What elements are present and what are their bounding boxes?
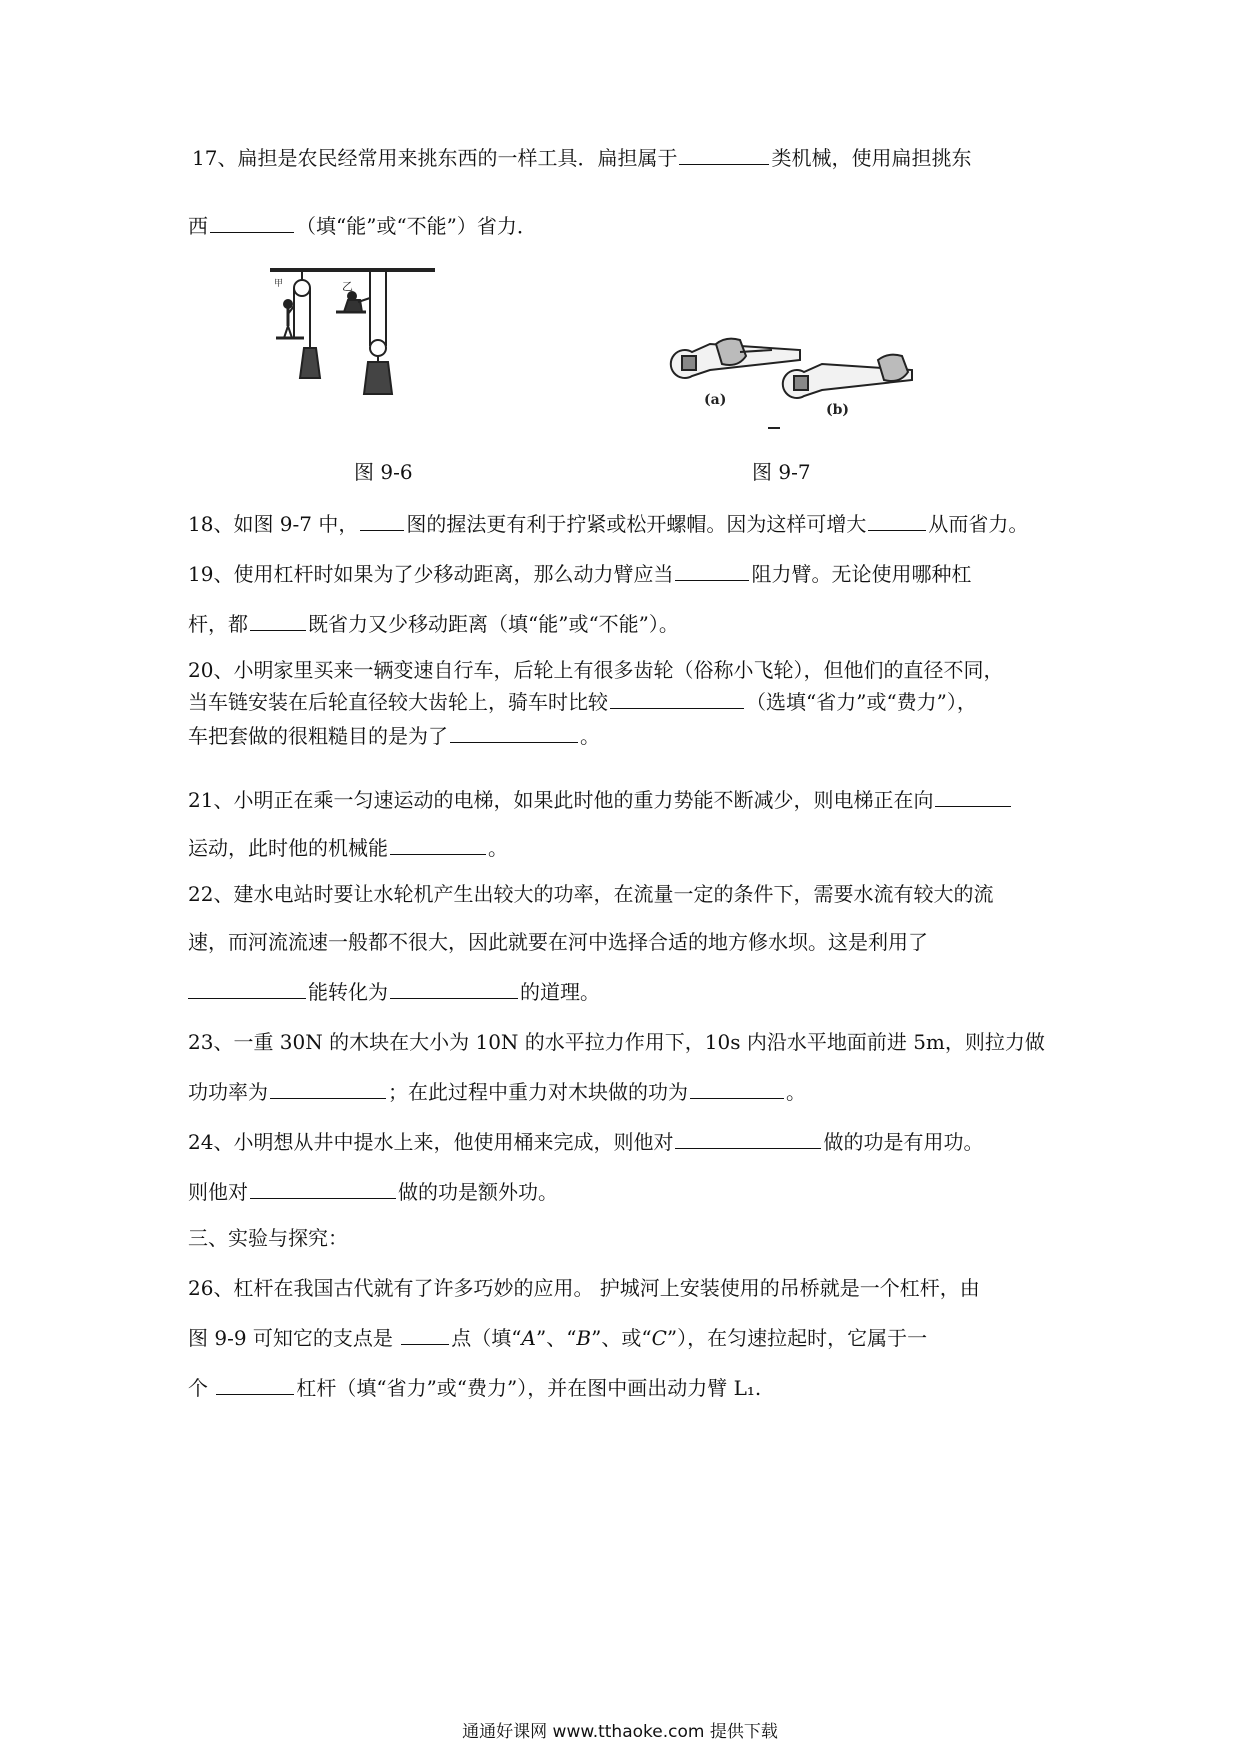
q20-blank2[interactable]	[450, 720, 578, 743]
label-yi: 乙	[342, 280, 353, 293]
q19-line2: 杆，都 既省力又少移动距离（填“能”或“不能”）。	[188, 608, 679, 638]
q21-line2: 运动，此时他的机械能 。	[188, 832, 508, 862]
q18-line: 18、如图 9-7 中， 图的握法更有利于拧紧或松开螺帽。因为这样可增大 从而省力。	[188, 508, 1028, 538]
q26-blank2[interactable]	[216, 1372, 294, 1395]
q20-line1: 20、小明家里买来一辆变速自行车，后轮上有很多齿轮（俗称小飞轮），但他们的直径不同，	[188, 658, 1004, 682]
pulley-figure-9-6	[270, 266, 440, 436]
q22-blank1[interactable]	[188, 976, 306, 999]
label-a: (a)	[704, 392, 727, 408]
q26-line2: 图 9-9 可知它的支点是 点（填“A”、“B”、或“C”），在匀速拉起时，它属于一	[188, 1322, 927, 1352]
q19-blank1[interactable]	[675, 558, 749, 581]
q21-blank2[interactable]	[390, 832, 486, 855]
q19-line1: 19、使用杠杆时如果为了少移动距离，那么动力臂应当 阻力臂。无论使用哪种杠	[188, 558, 971, 588]
label-jia: 甲	[274, 279, 284, 289]
q20-line2: 当车链安装在后轮直径较大齿轮上，骑车时比较 （选填“省力”或“费力”），	[188, 686, 977, 716]
q24-line2: 则他对 做的功是额外功。	[188, 1176, 558, 1206]
q26-line1: 26、杠杆在我国古代就有了许多巧妙的应用。 护城河上安装使用的吊桥就是一个杠杆，由	[188, 1276, 980, 1300]
footer-download-note: 通通好课网 www.tthaoke.com 提供下载	[462, 1722, 778, 1742]
q21-line1: 21、小明正在乘一匀速运动的电梯，如果此时他的重力势能不断减少，则电梯正在向	[188, 784, 1013, 814]
q22-line3: 能转化为 的道理。	[188, 976, 600, 1006]
q24-blank2[interactable]	[250, 1176, 396, 1199]
q17-blank2[interactable]	[210, 210, 294, 233]
q22-line1: 22、建水电站时要让水轮机产生出较大的功率，在流量一定的条件下，需要水流有较大的流	[188, 882, 994, 906]
q26-line3: 个 杠杆（填“省力”或“费力”），并在图中画出动力臂 L₁.	[188, 1372, 761, 1402]
q23-line1: 23、一重 30N 的木块在大小为 10N 的水平拉力作用下，10s 内沿水平地面前进 5m，则拉力做	[188, 1030, 1045, 1054]
q20-blank1[interactable]	[610, 686, 744, 709]
q22-line2: 速，而河流流速一般都不很大，因此就要在河中选择合适的地方修水坝。这是利用了	[188, 930, 928, 954]
q18-blank2[interactable]	[868, 508, 926, 531]
q26-blank1[interactable]	[401, 1322, 449, 1345]
wrench-figure-9-7	[668, 322, 948, 432]
q20-line3: 车把套做的很粗糙目的是为了 。	[188, 720, 600, 750]
q24-blank1[interactable]	[675, 1126, 821, 1149]
label-b: (b)	[826, 402, 850, 418]
q23-line2: 功功率为 ；在此过程中重力对木块做的功为 。	[188, 1076, 806, 1106]
q17-line2: 西 （填“能”或“不能”）省力．	[188, 210, 537, 240]
caption-fig-9-6: 图 9-6	[354, 460, 413, 484]
q17-line1: 17、扁担是农民经常用来挑东西的一样工具．扁担属于 类机械，使用扁担挑东	[192, 142, 971, 172]
q23-blank2[interactable]	[690, 1076, 784, 1099]
q22-blank2[interactable]	[390, 976, 518, 999]
q18-blank1[interactable]	[360, 508, 404, 531]
q19-blank2[interactable]	[250, 608, 306, 631]
caption-fig-9-7: 图 9-7	[752, 460, 811, 484]
q17-blank1[interactable]	[679, 142, 769, 165]
q24-line1: 24、小明想从井中提水上来，他使用桶来完成，则他对 做的功是有用功。	[188, 1126, 983, 1156]
q21-blank1[interactable]	[935, 784, 1011, 807]
q23-blank1[interactable]	[270, 1076, 386, 1099]
section-3-heading: 三、实验与探究：	[188, 1226, 348, 1250]
